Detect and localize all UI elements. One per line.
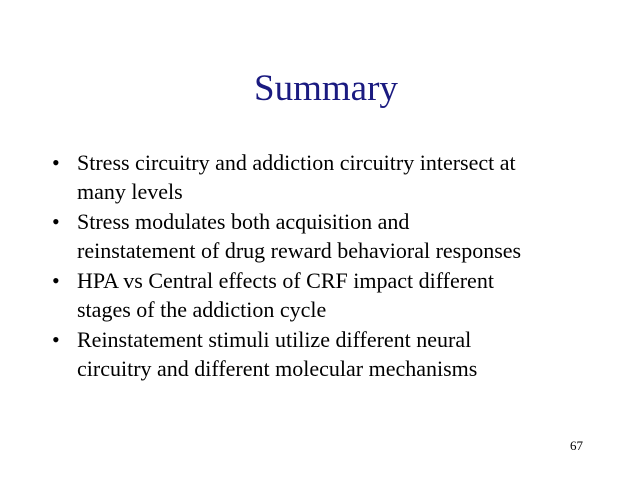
bullet-item [52, 207, 612, 265]
bullet-text-line: Reinstatement stimuli utilize different neural [77, 327, 472, 352]
bullet-text-line: circuitry and different molecular mechanisms [77, 356, 478, 381]
bullet-text-line: HPA vs Central effects of CRF impact different [77, 268, 494, 293]
bullet-item [52, 325, 612, 383]
bullet-point-icon: • [52, 150, 60, 175]
bullet-item [52, 266, 612, 324]
bullet-text-line: stages of the addiction cycle [77, 297, 327, 322]
bullet-text-line: many levels [77, 179, 183, 204]
bullet-item [52, 148, 612, 206]
bullet-point-icon: • [52, 209, 60, 234]
page-number: 67 [570, 438, 583, 453]
slide-title: Summary [254, 68, 398, 109]
bullet-text-line: Stress circuitry and addiction circuitry intersect at [77, 150, 516, 175]
bullet-list [52, 148, 612, 384]
bullet-point-icon: • [52, 268, 60, 293]
bullet-text-line: reinstatement of drug reward behavioral responses [77, 238, 522, 263]
bullet-point-icon: • [52, 327, 60, 352]
bullet-text-line: Stress modulates both acquisition and [77, 209, 410, 234]
